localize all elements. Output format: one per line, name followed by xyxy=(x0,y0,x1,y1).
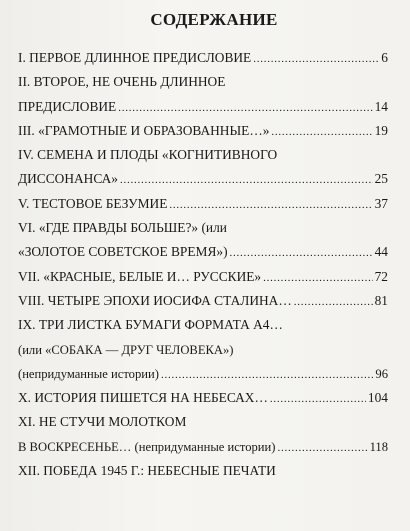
toc-page-number: 118 xyxy=(369,439,388,454)
dot-leader xyxy=(277,435,367,460)
toc-entry-text: VII. «КРАСНЫЕ, БЕЛЫЕ И… РУССКИЕ» xyxy=(18,268,262,284)
toc-line xyxy=(18,70,388,94)
toc-page-number: 6 xyxy=(381,50,388,65)
toc-entry-text: VIII. ЧЕТЫРЕ ЭПОХИ ИОСИФА СТАЛИНА… xyxy=(18,292,292,308)
toc-entry-text: (или «СОБАКА — ДРУГ ЧЕЛОВЕКА») xyxy=(18,342,234,357)
dot-leader xyxy=(294,289,373,314)
dot-leader xyxy=(169,192,372,217)
toc-line xyxy=(18,459,388,483)
dot-leader xyxy=(270,386,366,411)
toc-line xyxy=(18,362,388,386)
toc-page-number: 44 xyxy=(374,244,388,260)
dot-leader xyxy=(120,167,373,192)
toc-entry-text: VI. «ГДЕ ПРАВДЫ БОЛЬШЕ?» (или xyxy=(18,220,227,236)
toc-entry-text: II. ВТОРОЕ, НЕ ОЧЕНЬ ДЛИННОЕ xyxy=(18,74,226,90)
toc-entry-text: ДИССОНАНСА» xyxy=(18,171,118,187)
table-of-contents xyxy=(18,46,388,483)
toc-page-number: 104 xyxy=(367,390,388,406)
toc-line xyxy=(18,119,388,143)
toc-entry-text: XI. НЕ СТУЧИ МОЛОТКОМ xyxy=(18,414,187,430)
dot-leader xyxy=(161,362,373,387)
dot-leader xyxy=(118,95,372,120)
toc-line xyxy=(18,192,388,216)
toc-page-number: 19 xyxy=(374,122,388,138)
toc-entry-text: ПРЕДИСЛОВИЕ xyxy=(18,98,117,114)
dot-leader xyxy=(230,240,373,265)
dot-leader xyxy=(253,46,379,71)
toc-line xyxy=(18,167,388,191)
toc-page-number: 96 xyxy=(375,366,388,381)
toc-line xyxy=(18,313,388,337)
toc-line xyxy=(18,95,388,119)
toc-line xyxy=(18,216,388,240)
toc-entry-text: X. ИСТОРИЯ ПИШЕТСЯ НА НЕБЕСАХ… xyxy=(18,390,268,406)
toc-line xyxy=(18,386,388,410)
dot-leader xyxy=(263,265,372,290)
dot-leader xyxy=(271,119,372,144)
toc-line xyxy=(18,143,388,167)
toc-entry-text: XII. ПОБЕДА 1945 Г.: НЕБЕСНЫЕ ПЕЧАТИ xyxy=(18,463,276,479)
toc-line xyxy=(18,410,388,434)
toc-entry-text: I. ПЕРВОЕ ДЛИННОЕ ПРЕДИСЛОВИЕ xyxy=(18,50,252,65)
toc-entry-text: V. ТЕСТОВОЕ БЕЗУМИЕ xyxy=(18,195,168,211)
toc-page-number: 14 xyxy=(374,98,388,114)
toc-entry-text: (непридуманные истории) xyxy=(18,366,159,381)
toc-page-number: 81 xyxy=(374,292,388,308)
toc-line xyxy=(18,240,388,264)
toc-page-number: 37 xyxy=(374,195,388,211)
toc-line xyxy=(18,289,388,313)
toc-page-number: 72 xyxy=(374,268,388,284)
toc-line xyxy=(18,435,388,459)
toc-entry-text: «ЗОЛОТОЕ СОВЕТСКОЕ ВРЕМЯ») xyxy=(18,244,228,260)
toc-entry-text: IX. ТРИ ЛИСТКА БУМАГИ ФОРМАТА А4… xyxy=(18,317,283,333)
toc-line xyxy=(18,338,388,362)
toc-entry-text: В ВОСКРЕСЕНЬЕ… (непридуманные истории) xyxy=(18,439,276,454)
toc-page-number: 25 xyxy=(374,171,388,187)
toc-entry-text: IV. СЕМЕНА И ПЛОДЫ «КОГНИТИВНОГО xyxy=(18,147,278,163)
toc-entry-text: III. «ГРАМОТНЫЕ И ОБРАЗОВАННЫЕ…» xyxy=(18,122,270,138)
toc-line xyxy=(18,265,388,289)
page-title: СОДЕРЖАНИЕ xyxy=(150,10,278,29)
toc-line xyxy=(18,46,388,70)
